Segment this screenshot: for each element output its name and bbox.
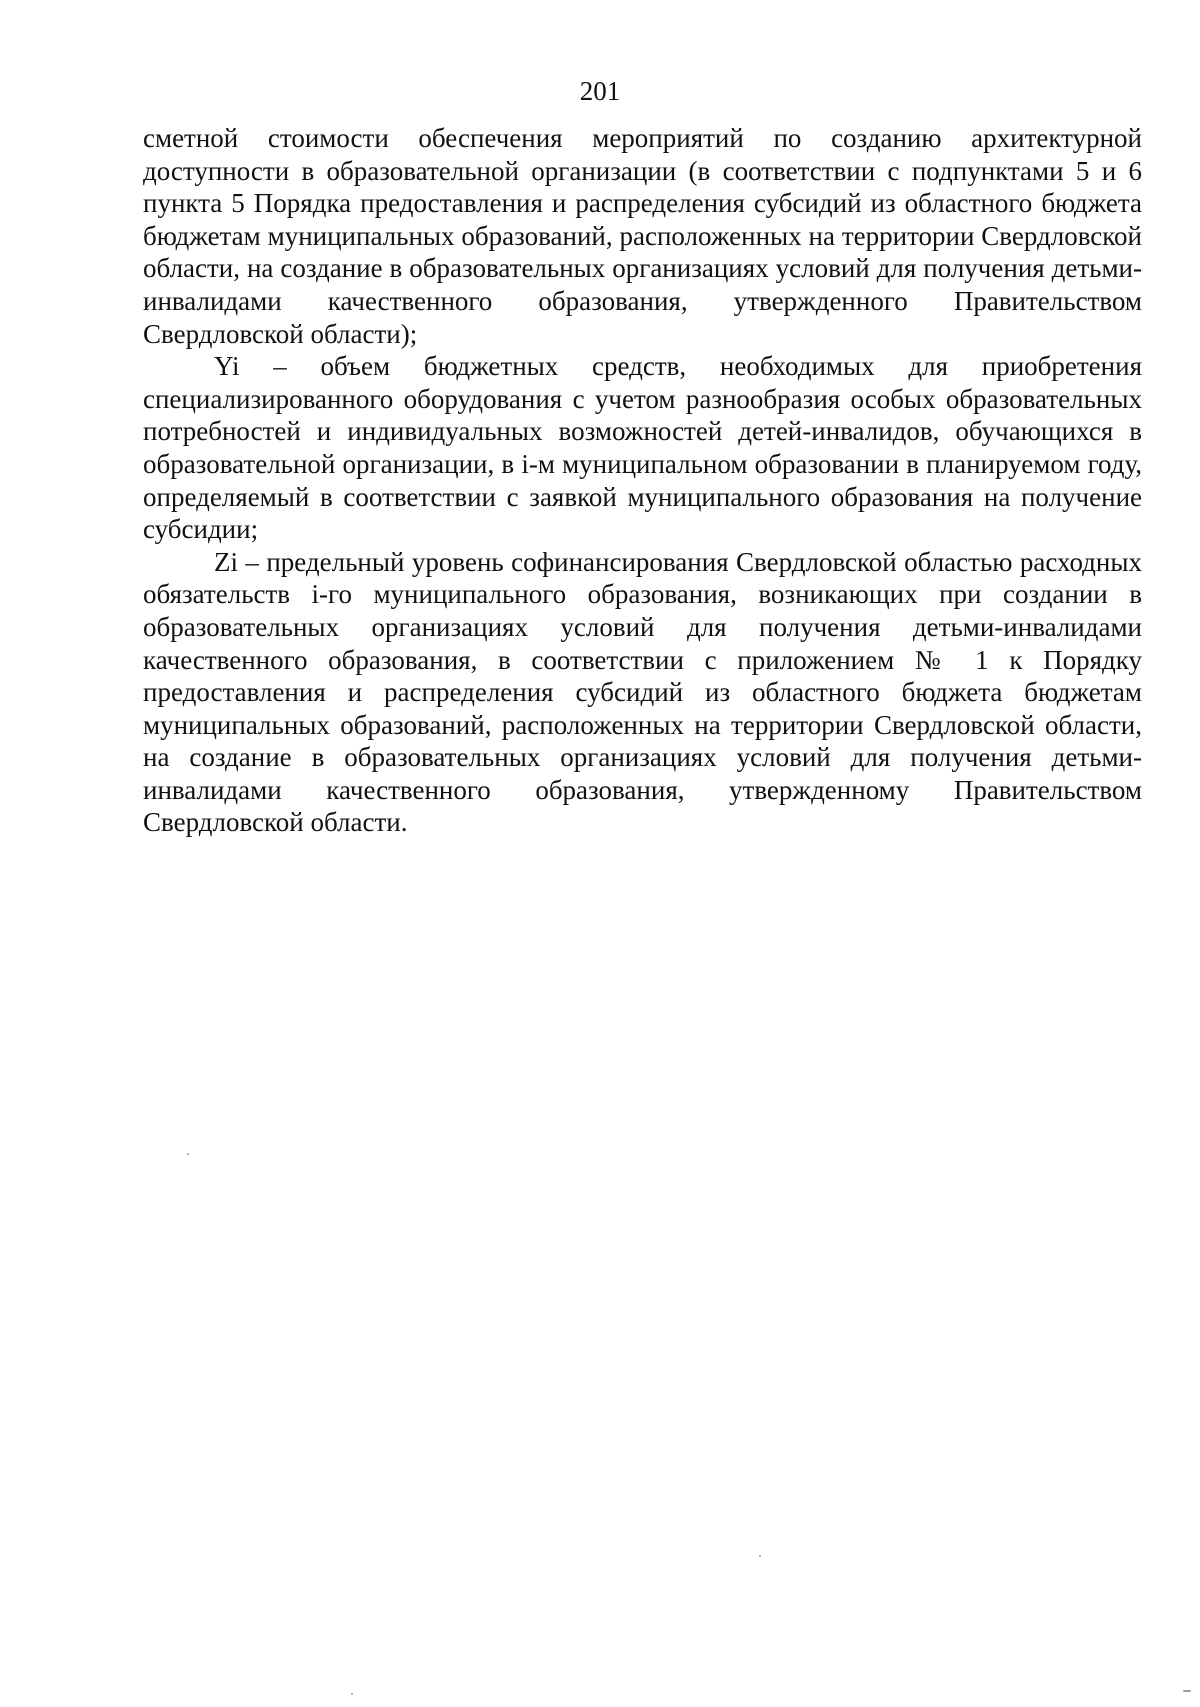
scan-speck: [759, 1555, 761, 1557]
paragraph-yi-definition: Yi – объем бюджетных средств, необходимых для приобретения специализированного оборудования с учетом разнообразия особых образовательных потребностей и индивидуальных возможностей детей-инвалидов, обучающихся в образовательной организации, в i-м муниципальном образовании в планируемом году, определяемый в соответствии с заявкой муниципального образования на получение субсидии;: [143, 351, 1142, 545]
paragraph-zi-definition: Zi – предельный уровень софинансирования Свердловской областью расходных обязательств i-го муниципального образования, возникающих при создании в образовательных организациях условий для получения детьми-инвалидами качественного образования, в соответствии с приложением № 1 к Порядку предоставления и распределения субсидий из областного бюджета бюджетам муниципальных образований, расположенных на территории Свердловской области, на создание в образовательных организациях условий для получения детьми-инвалидами качественного образования, утвержденному Правительством Свердловской области.: [143, 546, 1142, 838]
document-body: [143, 122, 1142, 839]
paragraph-continuation: сметной стоимости обеспечения мероприятий по созданию архитектурной доступности в образовательной организации (в соответствии с подпунктами 5 и 6 пункта 5 Порядка предоставления и распределения субсидий из областного бюджета бюджетам муниципальных образований, расположенных на территории Свердловской области, на создание в образовательных организациях условий для получения детьми-инвалидами качественного образования, утвержденного Правительством Свердловской области);: [143, 123, 1142, 349]
scan-speck: [1183, 1690, 1191, 1692]
scan-speck: [351, 1693, 353, 1695]
page-number: 201: [579, 76, 621, 106]
scan-speck: [187, 1153, 189, 1155]
